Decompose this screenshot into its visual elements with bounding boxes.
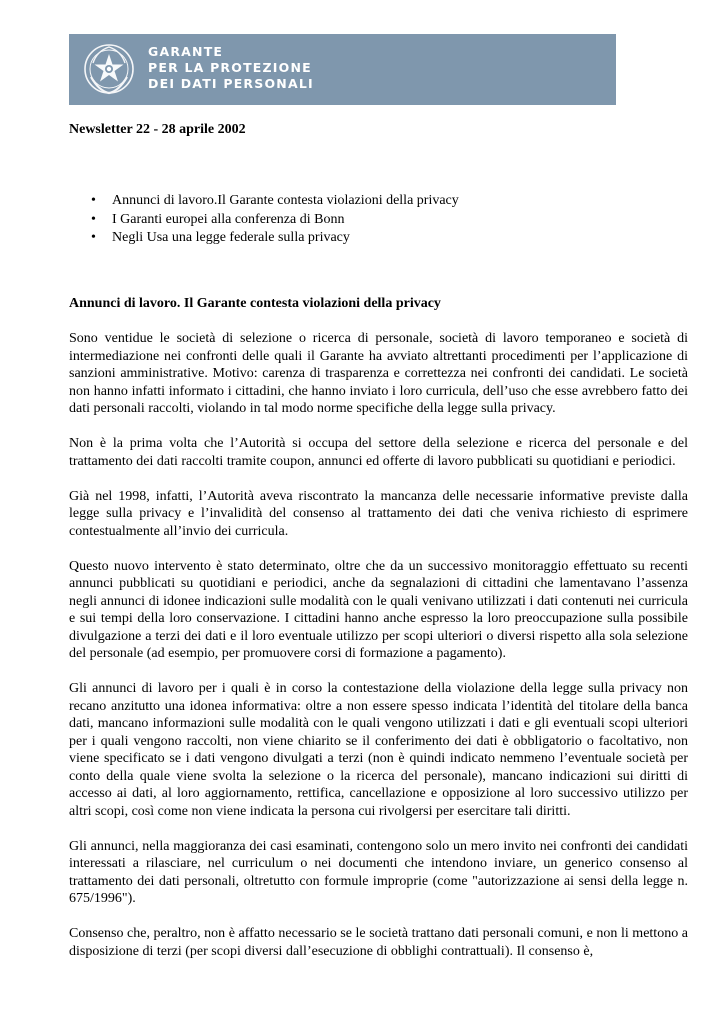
banner-line-1: GARANTE (148, 44, 224, 59)
toc-item[interactable] (91, 192, 459, 211)
banner-title (148, 44, 314, 92)
toc-item[interactable] (91, 211, 459, 230)
article-paragraph: Questo nuovo intervento è stato determinato, oltre che da un successivo monitoraggio effettuato su recenti annunci pubblicati su quotidiani e periodici, anche da segnalazioni di cittadini che lamentavano l’assenza negli annunci di idonee indicazioni sulle modalità con le quali venivano utilizzati i dati contenuti nei curricula e sui tempi della loro conservazione. I cittadini hanno anche espresso la loro preoccupazione sulla possibile divulgazione a terzi dei dati e il loro eventuale utilizzo per scopi ulteriori o diversi rispetto alla sola selezione del personale (ad esempio, per promuovere corsi di formazione a pagamento). (69, 558, 688, 661)
header-banner (69, 34, 616, 105)
bullet-icon: • (91, 211, 96, 227)
article-paragraph: Già nel 1998, infatti, l’Autorità aveva riscontrato la mancanza delle necessarie informative previste dalla legge sulla privacy e l’invalidità del consenso al trattamento dei dati che veniva richiesto di esprimere contestualmente all’invio dei curricula. (69, 488, 688, 539)
banner-line-3: DEI DATI PERSONALI (148, 76, 314, 91)
banner-line-2: PER LA PROTEZIONE (148, 60, 312, 75)
article-body (69, 330, 688, 978)
article-paragraph: Consenso che, peraltro, non è affatto necessario se le società trattano dati personali comuni, e non li mettono a disposizione di terzi (per scopi diversi dall’esecuzione di obblighi contrattuali). Il consenso è, (69, 926, 688, 959)
toc-item-label: Annunci di lavoro.Il Garante contesta violazioni della privacy (112, 193, 459, 208)
article-paragraph: Gli annunci di lavoro per i quali è in corso la contestazione della violazione della legge sulla privacy non recano anzitutto una idonea informativa: oltre a non essere spesso indicata l’identità del titolare della banca dati, mancano informazioni sulle modalità con le quali vengono utilizzati i dati e gli eventuali scopi ulteriori per i quali vengono raccolti, non viene chiarito se il conferimento dei dati è obbligatorio o facoltativo, non viene specificato se i dati vengono divulgati a terzi (non è quindi indicato nemmeno l’eventuale società per conto della quale viene svolta la selezione o la ricerca del personale), mancano indicazioni sui diritti di accesso ai dati, al loro aggiornamento, rettifica, cancellazione e opposizione al loro successivo utilizzo per altri scopi, così come non viene indicata la persona cui rivolgersi per esercitare tali diritti. (69, 681, 688, 819)
article-paragraph: Non è la prima volta che l’Autorità si occupa del settore della selezione e ricerca del personale e del trattamento dei dati raccolti tramite coupon, annunci ed offerte di lavoro pubblicati su quotidiani e periodici. (69, 436, 688, 469)
article-paragraph: Gli annunci, nella maggioranza dei casi esaminati, contengono solo un mero invito nei confronti dei candidati interessati a rilasciare, nel curriculum o nei documenti che intendono inviare, un generico consenso al trattamento dei dati personali, oltretutto con formule improprie (come "autorizzazione ai sensi della legge n. 675/1996"). (69, 838, 688, 906)
bullet-icon: • (91, 230, 96, 245)
article-title: Annunci di lavoro. Il Garante contesta violazioni della privacy (69, 296, 441, 311)
bullet-icon: • (91, 193, 96, 208)
italian-republic-emblem-icon (81, 41, 137, 97)
toc-item-label: I Garanti europei alla conferenza di Bonn (112, 211, 345, 227)
toc-item[interactable] (91, 229, 459, 248)
article-paragraph: Sono ventidue le società di selezione o ricerca di personale, società di lavoro temporaneo e società di intermediazione nei confronti delle quali il Garante ha avviato altrettanti procedimenti per l’applicazione di sanzioni amministrative. Motivo: carenza di trasparenza e correttezza nei confronti dei candidati. Le società non hanno infatti informato i cittadini, che hanno inviato i loro curricula, dell’uso che esse avrebbero fatto dei dati personali raccolti, violando in tal modo norme specifiche della legge sulla privacy. (69, 331, 688, 416)
table-of-contents (91, 192, 459, 248)
newsletter-title: Newsletter 22 - 28 aprile 2002 (69, 122, 246, 137)
toc-item-label: Negli Usa una legge federale sulla privacy (112, 230, 350, 245)
